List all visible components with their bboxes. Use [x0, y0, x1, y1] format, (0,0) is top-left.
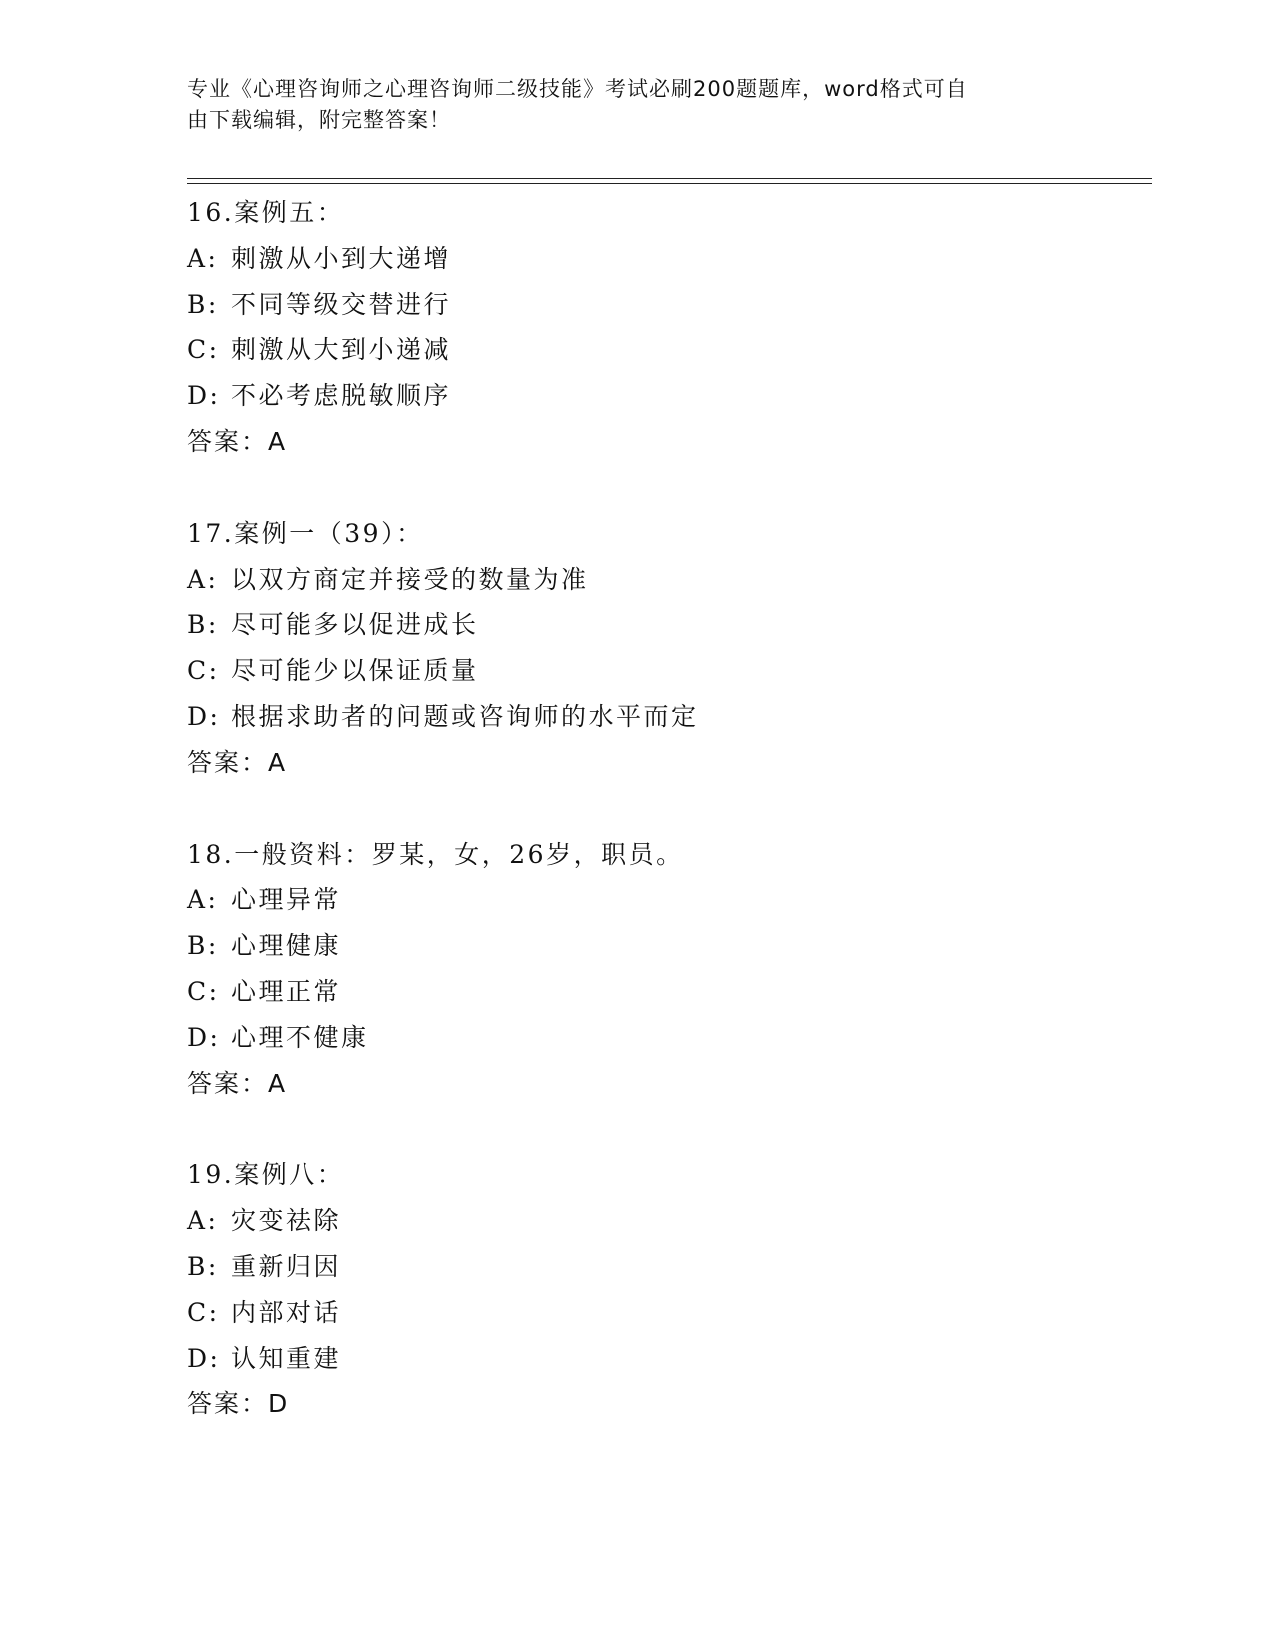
option-letter: C:	[187, 335, 220, 365]
question-title: 19.案例八：	[187, 1160, 345, 1190]
option-text: 不同等级交替进行	[231, 289, 452, 319]
option-c	[187, 1290, 1147, 1336]
answer-label: 答案：A	[187, 426, 288, 456]
option-letter: D:	[187, 701, 221, 731]
option-text: 内部对话	[231, 1297, 342, 1327]
question-16	[187, 190, 1147, 465]
option-letter: A:	[187, 1206, 219, 1236]
option-text: 认知重建	[231, 1343, 342, 1373]
option-d	[187, 1336, 1147, 1382]
answer-label: 答案：A	[187, 747, 288, 777]
question-title: 16.案例五：	[187, 198, 345, 227]
option-c	[187, 327, 1147, 373]
option-d	[187, 1015, 1147, 1061]
option-letter: A:	[187, 243, 219, 273]
option-letter: A:	[187, 885, 219, 915]
option-a	[187, 1198, 1147, 1244]
option-b	[187, 282, 1147, 328]
option-letter: C:	[187, 656, 220, 686]
option-a	[187, 877, 1147, 923]
option-text: 尽可能多以促进成长	[231, 610, 479, 640]
answer-label: 答案：D	[187, 1389, 290, 1419]
option-d	[187, 694, 1147, 740]
option-d	[187, 373, 1147, 419]
header-line-1: 专业《心理咨询师之心理咨询师二级技能》考试必刷200题题库，word格式可自	[187, 77, 968, 101]
question-title: 17.案例一（39）：	[187, 518, 424, 548]
option-letter: C:	[187, 976, 220, 1006]
option-b	[187, 923, 1147, 969]
option-b	[187, 602, 1147, 648]
header-divider-top	[187, 178, 1152, 179]
question-title: 18.一般资料：罗某，女，26岁，职员。	[187, 839, 684, 869]
option-b	[187, 1244, 1147, 1290]
answer-label: 答案：A	[187, 1068, 288, 1098]
option-text: 尽可能少以保证质量	[231, 656, 479, 686]
question-17	[187, 511, 1147, 786]
option-letter: C:	[187, 1297, 220, 1327]
option-text: 刺激从大到小递减	[231, 335, 452, 365]
option-text: 根据求助者的问题或咨询师的水平而定	[231, 701, 699, 731]
option-letter: D:	[187, 381, 221, 411]
header-line-2: 由下载编辑，附完整答案！	[187, 108, 451, 132]
option-text: 心理异常	[231, 885, 342, 915]
option-letter: A:	[187, 564, 219, 594]
option-text: 重新归因	[231, 1251, 342, 1281]
option-text: 心理健康	[231, 931, 342, 961]
option-text: 心理正常	[231, 976, 342, 1006]
option-letter: B:	[187, 1251, 219, 1281]
document-header	[187, 74, 1067, 136]
option-a	[187, 236, 1147, 282]
option-text: 灾变祛除	[231, 1206, 342, 1236]
option-text: 不必考虑脱敏顺序	[231, 381, 452, 411]
option-text: 心理不健康	[231, 1022, 369, 1052]
header-divider-bottom	[187, 183, 1152, 184]
question-19	[187, 1152, 1147, 1427]
question-list	[187, 190, 1147, 1427]
option-letter: B:	[187, 610, 219, 640]
option-c	[187, 969, 1147, 1015]
option-c	[187, 648, 1147, 694]
option-text: 以双方商定并接受的数量为准	[231, 564, 589, 594]
option-a	[187, 557, 1147, 603]
option-letter: B:	[187, 931, 219, 961]
option-letter: D:	[187, 1022, 221, 1052]
option-letter: D:	[187, 1343, 221, 1373]
question-18	[187, 832, 1147, 1107]
option-text: 刺激从小到大递增	[231, 243, 452, 273]
option-letter: B:	[187, 289, 219, 319]
